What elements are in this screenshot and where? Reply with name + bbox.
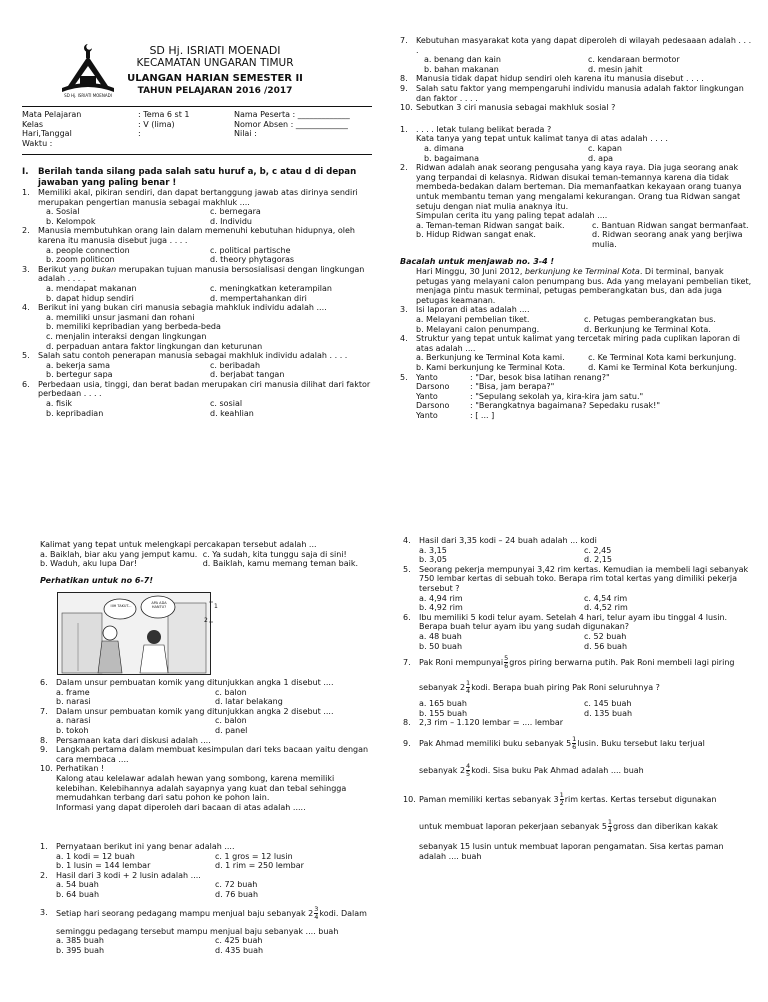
option: d. keahlian: [210, 408, 254, 418]
fraction-denominator: 6: [572, 742, 577, 751]
comic-bubble-2: APA ADA HANTU?: [151, 601, 167, 609]
comic-label-1: 1: [214, 603, 218, 610]
speaker: Yanto: [416, 391, 438, 401]
q-number: 8.: [403, 718, 411, 728]
option: c. 52 buah: [584, 631, 627, 641]
left-top-column: [22, 167, 374, 418]
question-text-part: rim kertas. Kertas tersebut digunakan: [564, 794, 717, 804]
question-text-part: kodi. Dalam: [319, 908, 367, 918]
q-number: 2.: [22, 226, 30, 236]
question-text-part: lusin. Buku tersebut laku terjual: [577, 738, 705, 748]
q-number: 7.: [40, 706, 48, 716]
q-number: 2.: [400, 163, 408, 173]
fraction-denominator: 5: [466, 769, 471, 778]
info-divider: [22, 154, 372, 155]
option: a. Berkunjung ke Terminal Kota kami.: [416, 353, 565, 363]
q-number: 8.: [40, 735, 48, 745]
reading-text: Hari Minggu, 30 Juni 2012,: [416, 267, 525, 277]
question-sub: Kata tanya yang tepat untuk kalimat tanya di atas adalah . . . .: [416, 134, 668, 144]
option: c. meningkatkan keterampilan: [210, 283, 332, 293]
q-number: 1.: [400, 124, 408, 134]
question-text: Isi laporan di atas adalah ....: [416, 305, 530, 315]
option: b. memiliki kepribadian yang berbeda-beda: [46, 322, 221, 332]
option: d. Berkunjung ke Terminal Kota.: [584, 324, 711, 334]
question-text: [419, 792, 749, 807]
q-number: 7.: [403, 657, 411, 667]
question-text: seminggu pedagang tersebut mampu menjual baju sebanyak .... buah: [56, 926, 339, 936]
question-emphasis: bukan: [91, 264, 117, 274]
option: b. 64 buah: [56, 889, 100, 899]
option: d. Ridwan seorang anak yang berjiwa mulia.: [592, 230, 743, 249]
option: c. kapan: [588, 143, 622, 153]
option: d. 1 rim = 250 lembar: [215, 861, 304, 871]
fraction-denominator: 4: [466, 687, 471, 696]
question-text: Salah satu contoh penerapan manusia sebagai makhluk individu adalah . . . .: [38, 351, 348, 361]
question-text: Manusia tidak dapat hidup sendiri oleh karena itu manusia disebut . . . .: [416, 74, 704, 84]
question-text: Kalimat yang tepat untuk melengkapi percakapan tersebut adalah ...: [40, 540, 317, 549]
question-text: Berikut ini yang bukan ciri manusia sebagia mahkluk individu adalah ....: [38, 303, 327, 313]
option: b. narasi: [56, 697, 91, 707]
option: c. balon: [215, 687, 247, 697]
question-text-part: untuk membuat laporan pekerjaan sebanyak 5: [419, 821, 607, 831]
dialogue-line: : "Sepulang sekolah ya, kira-kira jam satu.": [470, 391, 644, 401]
option: d. 2,15: [584, 555, 612, 565]
option: c. political partische: [210, 245, 291, 255]
q-number: 3.: [40, 908, 48, 918]
option: b. 3,05: [419, 555, 447, 565]
option: b. 50 buah: [419, 641, 463, 651]
speaker: Yanto: [416, 410, 438, 420]
option: c. 1 gros = 12 lusin: [215, 851, 293, 861]
right-top-column: [400, 36, 752, 421]
left-bottom-column: [40, 540, 374, 585]
option: d. Individu: [210, 216, 252, 226]
option: a. 4,94 rim: [419, 593, 463, 603]
fraction-denominator: 4: [607, 825, 613, 834]
option: c. Petugas pemberangkatan bus.: [584, 315, 716, 325]
question-text: Seorang pekerja mempunyai 3,42 rim kertas. Kemudian ia membeli lagi sebanyak 750 lembar kertas di sebuah toko. Berapa rim total kertas yang dimiliki pekerja tersebut ?: [419, 564, 749, 593]
option: b. Hidup Ridwan sangat enak.: [416, 230, 536, 240]
option: c. Ke Terminal Kota kami berkunjung.: [588, 353, 737, 363]
option: a. frame: [56, 687, 90, 697]
fraction: [608, 819, 612, 834]
comic-label-2: 2: [204, 617, 208, 624]
option: a. 1 kodi = 12 buah: [56, 851, 135, 861]
q-number: 9.: [40, 745, 48, 755]
option: b. zoom politicon: [46, 255, 115, 265]
option: d. Baiklah, kamu memang teman baik.: [202, 559, 359, 569]
option: b. Melayani calon penumpang.: [416, 324, 540, 334]
option: a. 165 buah: [419, 699, 467, 709]
question-text: Pernyataan berikut ini yang benar adalah ....: [56, 842, 235, 851]
question-text: [403, 763, 749, 778]
option: a. people connection: [46, 245, 130, 255]
q-number: 9.: [403, 738, 411, 748]
left-math-questions: [40, 842, 374, 955]
question-text-part: sebanyak 2: [419, 765, 466, 775]
question-text: 2,3 rim – 1.120 lembar = .... lembar: [419, 718, 564, 728]
reading-text: . Di terminal, banyak petugas yang melayani calon penumpang bus. Ada yang melayani pembelian tiket, menjaga pintu masuk terminal, petugas pemberangkatan bus, dan ada juga petugas keamanan.: [416, 267, 752, 305]
option: c. balon: [215, 716, 247, 726]
option: c. 145 buah: [584, 699, 632, 709]
question-text-part: gros piring berwarna putih. Pak Roni membeli lagi piring: [509, 658, 735, 668]
question-text: Perhatikan !: [56, 764, 105, 774]
section-number: I.: [22, 167, 29, 177]
info-mapel-label: Mata Pelajaran: [22, 110, 82, 119]
option: b. 395 buah: [56, 945, 105, 955]
question-text: Langkah pertama dalam membuat kesimpulan dari teks bacaan yaitu dengan cara membaca ....: [56, 745, 369, 764]
option: c. 2,45: [584, 545, 612, 555]
question-text-part: gross dan diberikan kakak: [613, 821, 718, 831]
question-sub: Informasi yang dapat diperoleh dari bacaan di atas adalah .....: [56, 802, 306, 812]
question-text: Hasil dari 3,35 kodi – 24 buah adalah ... kodi: [419, 536, 597, 545]
question-text: [38, 265, 374, 284]
q-number: 6.: [403, 612, 411, 622]
info-kelas-value: : V (lima): [138, 119, 175, 129]
option: a. Baiklah, biar aku yang jemput kamu.: [40, 549, 198, 559]
left-bottom-questions: [40, 678, 374, 812]
option: d. apa: [588, 153, 614, 163]
comic-image: [57, 592, 211, 675]
speaker: Yanto: [416, 372, 438, 382]
option: c. bernegara: [210, 207, 261, 217]
q-number: 5.: [403, 564, 411, 574]
right-bottom-column: [403, 536, 749, 861]
option: d. panel: [215, 725, 248, 735]
question-text: Memiliki akal, pikiran sendiri, dan dapat bertanggung jawab atas dirinya sendiri merupakan pengertian manusia sebagai makhluk ....: [38, 188, 358, 207]
q-number: 7.: [400, 36, 408, 45]
exam-title: ULANGAN HARIAN SEMESTER II: [127, 73, 303, 84]
speaker: Darsono: [416, 382, 450, 392]
option: c. Ya sudah, kita tunggu saja di sini!: [202, 549, 347, 559]
question-text-part: merupakan tujuan manusia bersosialisasi dengan lingkungan adalah . . . .: [38, 264, 365, 284]
option: d. 135 buah: [584, 708, 633, 718]
question-text: Ibu memiliki 5 kodi telur ayam. Setelah 4 hari, telur ayam ibu tinggal 4 lusin. Berapa buah telur ayam ibu yang sudah digunakan?: [419, 612, 728, 632]
option: b. 4,92 rim: [419, 603, 463, 613]
option: a. mendapat makanan: [46, 283, 137, 293]
q-number: 4.: [22, 303, 30, 313]
option: b. bertegur sapa: [46, 370, 113, 380]
q-number: 5.: [22, 351, 30, 361]
fraction: [314, 906, 318, 921]
reading-passage: Kalong atau kelelawar adalah hewan yang sombong, karena memiliki kelebihan. Kelebihannya adalah sayapnya yang kuat dan tebal sehingga memudahkan terbang dari satu pohon ke pohon lain.: [56, 773, 347, 803]
option: a. Teman-teman Ridwan sangat baik.: [416, 220, 565, 230]
district-name: KECAMATAN UNGARAN TIMUR: [136, 57, 294, 69]
info-hari-label: Hari,Tanggal: [22, 129, 72, 139]
question-text: [419, 655, 749, 670]
student-info: [22, 110, 372, 148]
q-number: 3.: [22, 264, 30, 274]
option: d. Kami ke Terminal Kota berkunjung.: [588, 363, 738, 372]
question-text-part: Paman memiliki kertas sebanyak 3: [419, 794, 559, 804]
option: a. Melayani pembelian tiket.: [416, 315, 530, 325]
question-text-part: Setiap hari seorang pedagang mampu menjual baju sebanyak 2: [56, 908, 314, 918]
option: b. Waduh, aku lupa Dar!: [40, 559, 138, 569]
q-number: 10.: [403, 794, 416, 804]
school-name: SD Hj. ISRIATI MOENADI: [149, 44, 281, 57]
option: a. benang dan kain: [424, 55, 501, 65]
question-sub: Simpulan cerita itu yang paling tepat adalah ....: [416, 211, 608, 221]
option: b. dapat hidup sendiri: [46, 293, 134, 303]
q-number: 4.: [400, 334, 408, 344]
question-text: Perbedaan usia, tinggi, dan berat badan merupakan ciri manusia dilihat dari faktor perbedaan . . . .: [38, 379, 371, 399]
fraction: [504, 655, 508, 670]
option: a. bekerja sama: [46, 360, 110, 370]
info-peserta: Nama Peserta : _____________: [234, 110, 350, 119]
question-text: . . . . letak tulang belikat berada ?: [416, 124, 552, 134]
question-text-part: Pak Ahmad memiliki buku sebanyak 5: [419, 738, 572, 748]
section-instruction: Berilah tanda silang pada salah satu huruf a, b, c atau d di depan jawaban yang paling benar !: [38, 167, 357, 188]
fraction: [466, 763, 470, 778]
fraction-numerator: 1: [572, 734, 577, 743]
question-text: [419, 736, 749, 751]
fraction-numerator: 1: [466, 679, 471, 688]
dialogue: [416, 373, 752, 421]
option: d. 56 buah: [584, 641, 628, 651]
option: d. 76 buah: [215, 889, 259, 899]
question-text: Persamaan kata dari diskusi adalah ....: [56, 735, 211, 745]
option: c. 72 buah: [215, 880, 258, 890]
dialogue-line: : "Berangkatnya bagaimana? Sepedaku rusak!": [470, 401, 661, 411]
option: c. beribadah: [210, 360, 261, 370]
question-text: Dalam unsur pembuatan komik yang ditunjukkan angka 2 disebut ....: [56, 706, 334, 716]
option: c. 4,54 rim: [584, 593, 628, 603]
question-text-part: Pak Roni mempunyai: [419, 658, 504, 668]
option: c. 425 buah: [215, 936, 263, 946]
q-number: 6.: [22, 379, 30, 389]
school-logo-icon: [58, 38, 118, 100]
option: b. Kami berkunjung ke Terminal Kota.: [416, 363, 566, 372]
question-text: [403, 819, 749, 834]
header-divider: [22, 106, 372, 107]
option: b. 155 buah: [419, 708, 468, 718]
reading-passage: [400, 267, 752, 305]
q-number: 3.: [400, 305, 408, 315]
option: a. 385 buah: [56, 936, 104, 946]
option: b. kepribadian: [46, 408, 104, 418]
fraction: [572, 736, 576, 751]
q-number: 2.: [40, 870, 48, 880]
reading-italic: berkunjung ke Terminal Kota: [524, 267, 640, 277]
fraction: [466, 680, 470, 695]
q-number: 8.: [400, 74, 408, 84]
info-mapel-value: : Tema 6 st 1: [138, 110, 190, 119]
question-text: Hasil dari 3 kodi + 2 lusin adalah ....: [56, 870, 201, 880]
q-number: 10.: [40, 764, 53, 774]
fraction: [560, 792, 564, 807]
fraction-numerator: 1: [559, 790, 564, 799]
q-number: 5.: [400, 372, 408, 382]
comic-title: Perhatikan untuk no 6-7!: [40, 575, 153, 585]
school-year: TAHUN PELAJARAN 2016 /2017: [137, 86, 293, 96]
option: a. memiliki unsur jasmani dan rohani: [46, 312, 195, 322]
school-logo: [58, 38, 118, 100]
option: a. narasi: [56, 716, 91, 726]
option: c. Bantuan Ridwan sangat bermanfaat.: [592, 220, 749, 230]
info-hari-value: :: [138, 129, 141, 139]
logo-caption: SD Hj. ISRIATI MOENADI: [64, 93, 112, 98]
option: d. 435 buah: [215, 945, 264, 955]
option: a. fisik: [46, 399, 73, 409]
q-number: 1.: [22, 188, 30, 197]
option: a. 54 buah: [56, 880, 99, 890]
option: d. perpaduan antara faktor lingkungan dan keturunan: [46, 341, 263, 351]
question-text: Dalam unsur pembuatan komik yang ditunjukkan angka 1 disebut ....: [56, 678, 334, 687]
question-text: Sebutkan 3 ciri manusia sebagai makhluk sosial ?: [416, 103, 616, 113]
question-text: [403, 680, 749, 695]
dialogue-line: : "Bisa, jam berapa?": [470, 382, 555, 392]
q-number: 9.: [400, 83, 408, 93]
q-number: 1.: [40, 842, 48, 851]
question-text-part: sebanyak 2: [419, 683, 466, 693]
question-text: Kebutuhan masyarakat kota yang dapat diperoleh di wilayah pedesaaan adalah . . . .: [416, 36, 752, 55]
question-text: [56, 906, 374, 921]
option: d. berjabat tangan: [210, 370, 285, 380]
option: a. Sosial: [46, 207, 80, 217]
option: a. 48 buah: [419, 631, 462, 641]
speaker: Darsono: [416, 401, 450, 411]
question-text: sebanyak 15 lusin untuk membuat laporan pengamatan. Sisa kertas paman adalah .... buah: [419, 841, 724, 861]
dialogue-line: : [ ... ]: [470, 410, 495, 420]
option: c. kendaraan bermotor: [588, 55, 680, 65]
question-text: Ridwan adalah anak seorang pengusaha yang kaya raya. Dia juga seorang anak yang terpandai di kelasnya. Ridwan disukai teman-temannya karena dia tidak membeda-bedakan dalam berteman. Dia memanfaatkan kekayaan orang tuanya untuk membantu teman yang mengalami kekurangan. Orang tua Ridwan sangat setuju dengan niat mulia anaknya itu.: [416, 163, 742, 211]
option: b. Kelompok: [46, 216, 96, 226]
q-number: 4.: [403, 536, 411, 545]
option: d. theory phytagoras: [210, 255, 295, 265]
option: c. sosial: [210, 399, 243, 409]
question-text: Struktur yang tepat untuk kalimat yang tercetak miring pada cuplikan laporan di atas adalah ....: [416, 334, 740, 353]
question-text-part: kodi. Sisa buku Pak Ahmad adalah .... buah: [471, 765, 644, 775]
option: a. dimana: [424, 143, 464, 153]
info-nilai: Nilai :: [234, 129, 257, 139]
option: d. mesin jahit: [588, 64, 643, 74]
info-waktu: Waktu :: [22, 138, 53, 148]
fraction-denominator: 4: [314, 912, 319, 921]
question-text-part: kodi. Berapa buah piring Pak Roni seluruhnya ?: [471, 683, 660, 693]
option: d. 4,52 rim: [584, 603, 628, 613]
question-text-part: Berikut yang: [38, 264, 92, 274]
question-text: Manusia membutuhkan orang lain dalam memenuhi kebutuhan hidupnya, oleh karena itu manusia disebut juga . . . .: [38, 226, 355, 245]
info-absen: Nomor Absen : _____________: [234, 119, 348, 129]
q-number: 6.: [40, 678, 48, 687]
fraction-denominator: 2: [559, 798, 564, 807]
fraction-numerator: 3: [314, 904, 319, 913]
option: a. 3,15: [419, 545, 447, 555]
fraction-numerator: 4: [466, 761, 471, 770]
option: d. latar belakang: [215, 697, 283, 707]
fraction-numerator: 5: [504, 654, 509, 663]
fraction-denominator: 6: [504, 662, 509, 671]
option: b. bahan makanan: [424, 64, 499, 74]
reading-title: Bacalah untuk menjawab no. 3-4 !: [400, 257, 555, 267]
info-kelas-label: Kelas: [22, 119, 44, 129]
question-text: Salah satu faktor yang mempengaruhi individu manusia adalah faktor lingkungan dan faktor . . . .: [416, 83, 744, 103]
option: b. tokoh: [56, 725, 89, 735]
q-number: 10.: [400, 103, 413, 113]
fraction-numerator: 1: [607, 817, 613, 826]
option: b. 1 lusin = 144 lembar: [56, 861, 151, 871]
option: d. mempertahankan diri: [210, 293, 307, 303]
option: c. menjalin interaksi dengan lingkungan: [46, 331, 207, 341]
option: b. bagaimana: [424, 153, 480, 163]
comic-bubble-1: IIIH TAKUT...: [110, 604, 132, 608]
dialogue-line: : "Dar, besok bisa latihan renang?": [470, 372, 610, 382]
